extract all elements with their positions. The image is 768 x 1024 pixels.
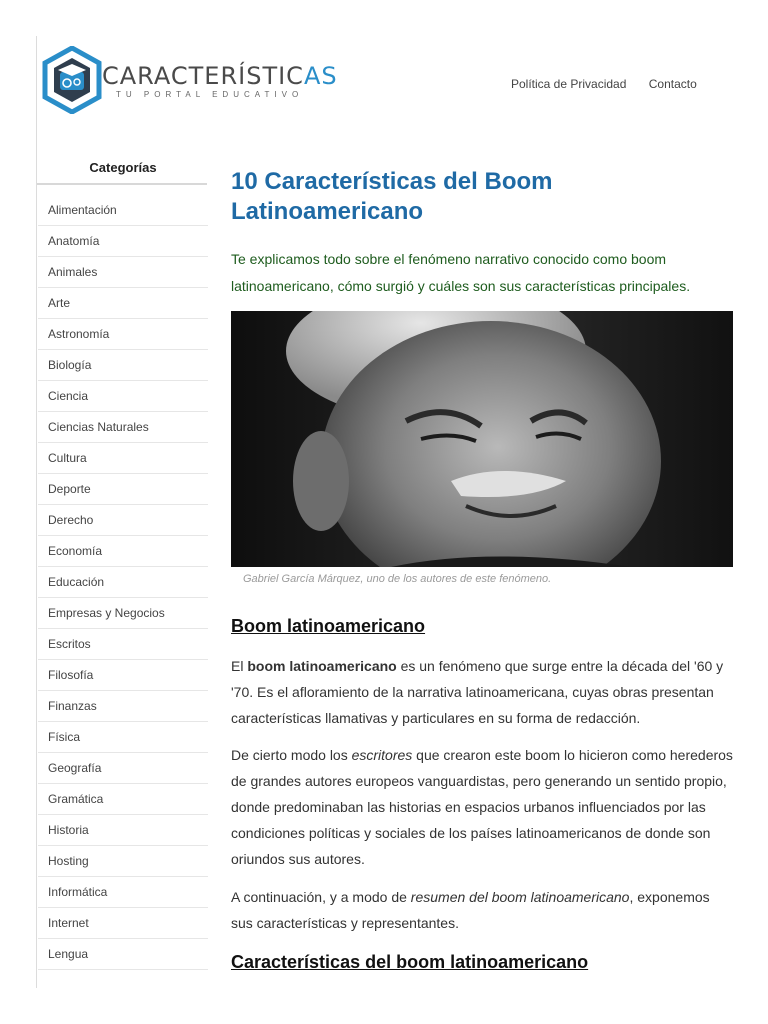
- lead-line: Te explicamos todo sobre el fenómeno narrativo conocido como boom: [231, 251, 667, 267]
- paragraph-line: De cierto modo los escritores que crearon este boom lo hicieron como herederos: [231, 747, 733, 763]
- category-item[interactable]: Hosting: [38, 846, 208, 877]
- category-item[interactable]: Filosofía: [38, 660, 208, 691]
- paragraph-line: de grandes autores europeos vanguardistas, pero generando un sentido propio,: [231, 773, 727, 789]
- paragraph-line: El boom latinoamericano es un fenómeno que surge entre la década del '60 y: [231, 658, 724, 674]
- paragraph-line: sus características y representantes.: [231, 915, 459, 931]
- photo-caption: Gabriel García Márquez, uno de los autores de este fenómeno.: [243, 573, 552, 585]
- paragraph-intro: [231, 653, 733, 731]
- logo-hexagon-icon: [42, 46, 102, 114]
- category-item[interactable]: Lengua: [38, 939, 208, 970]
- category-item[interactable]: Ciencia: [38, 381, 208, 412]
- category-item[interactable]: Finanzas: [38, 691, 208, 722]
- lead-line: latinoamericano, cómo surgió y cuáles son sus características principales.: [231, 278, 691, 294]
- paragraph-line: A continuación, y a modo de resumen del boom latinoamericano, exponemos: [231, 889, 710, 905]
- article-title: 10 Características del Boom Latinoamericano: [231, 168, 553, 225]
- category-item[interactable]: Deporte: [38, 474, 208, 505]
- sidebar-divider: [37, 183, 207, 185]
- category-item[interactable]: Historia: [38, 815, 208, 846]
- category-item[interactable]: Derecho: [38, 505, 208, 536]
- category-item[interactable]: Economía: [38, 536, 208, 567]
- paragraph-summary: [231, 884, 733, 936]
- paragraph-line: características llamativas y particulares en su forma de redacción.: [231, 710, 641, 726]
- top-navigation: [511, 77, 716, 91]
- category-item[interactable]: Alimentación: [38, 195, 208, 226]
- category-item[interactable]: Cultura: [38, 443, 208, 474]
- section-heading-characteristics: Características del boom latinoamericano: [231, 952, 589, 972]
- sidebar-title: Categorías: [89, 160, 157, 175]
- category-item[interactable]: Biología: [38, 350, 208, 381]
- category-item[interactable]: Internet: [38, 908, 208, 939]
- paragraph-line: oriundos sus autores.: [231, 851, 365, 867]
- category-item[interactable]: Animales: [38, 257, 208, 288]
- category-item[interactable]: Astronomía: [38, 319, 208, 350]
- category-item[interactable]: Geografía: [38, 753, 208, 784]
- paragraph-line: '70. Es el afloramiento de la narrativa latinoamericana, cuyas obras presentan: [231, 684, 714, 700]
- category-item[interactable]: Educación: [38, 567, 208, 598]
- category-item[interactable]: Empresas y Negocios: [38, 598, 208, 629]
- logo-title: CARACTERÍSTICAS: [102, 62, 338, 90]
- nav-link-contact[interactable]: Contacto: [648, 77, 697, 91]
- portrait-photo: [231, 311, 733, 567]
- category-item[interactable]: Gramática: [38, 784, 208, 815]
- paragraph-line: donde predominaban las historias en espacios urbanos influenciados por las: [231, 799, 706, 815]
- paragraph-writers: [231, 742, 733, 872]
- nav-link-privacy[interactable]: Política de Privacidad: [511, 77, 627, 91]
- category-item[interactable]: Anatomía: [38, 226, 208, 257]
- paragraph-line: condiciones políticas y sociales de los países latinoamericanos de donde son: [231, 825, 711, 841]
- section-heading-boom: Boom latinoamericano: [231, 616, 426, 636]
- page-left-border: [36, 36, 37, 988]
- site-logo[interactable]: [40, 42, 338, 116]
- category-item[interactable]: Informática: [38, 877, 208, 908]
- category-item[interactable]: Ciencias Naturales: [38, 412, 208, 443]
- logo-subtitle: TU PORTAL EDUCATIVO: [116, 90, 304, 99]
- category-item[interactable]: Escritos: [38, 629, 208, 660]
- category-item[interactable]: Arte: [38, 288, 208, 319]
- category-item[interactable]: Física: [38, 722, 208, 753]
- article-lead: [231, 246, 733, 300]
- article-photo: [231, 311, 733, 567]
- category-list: [38, 195, 208, 970]
